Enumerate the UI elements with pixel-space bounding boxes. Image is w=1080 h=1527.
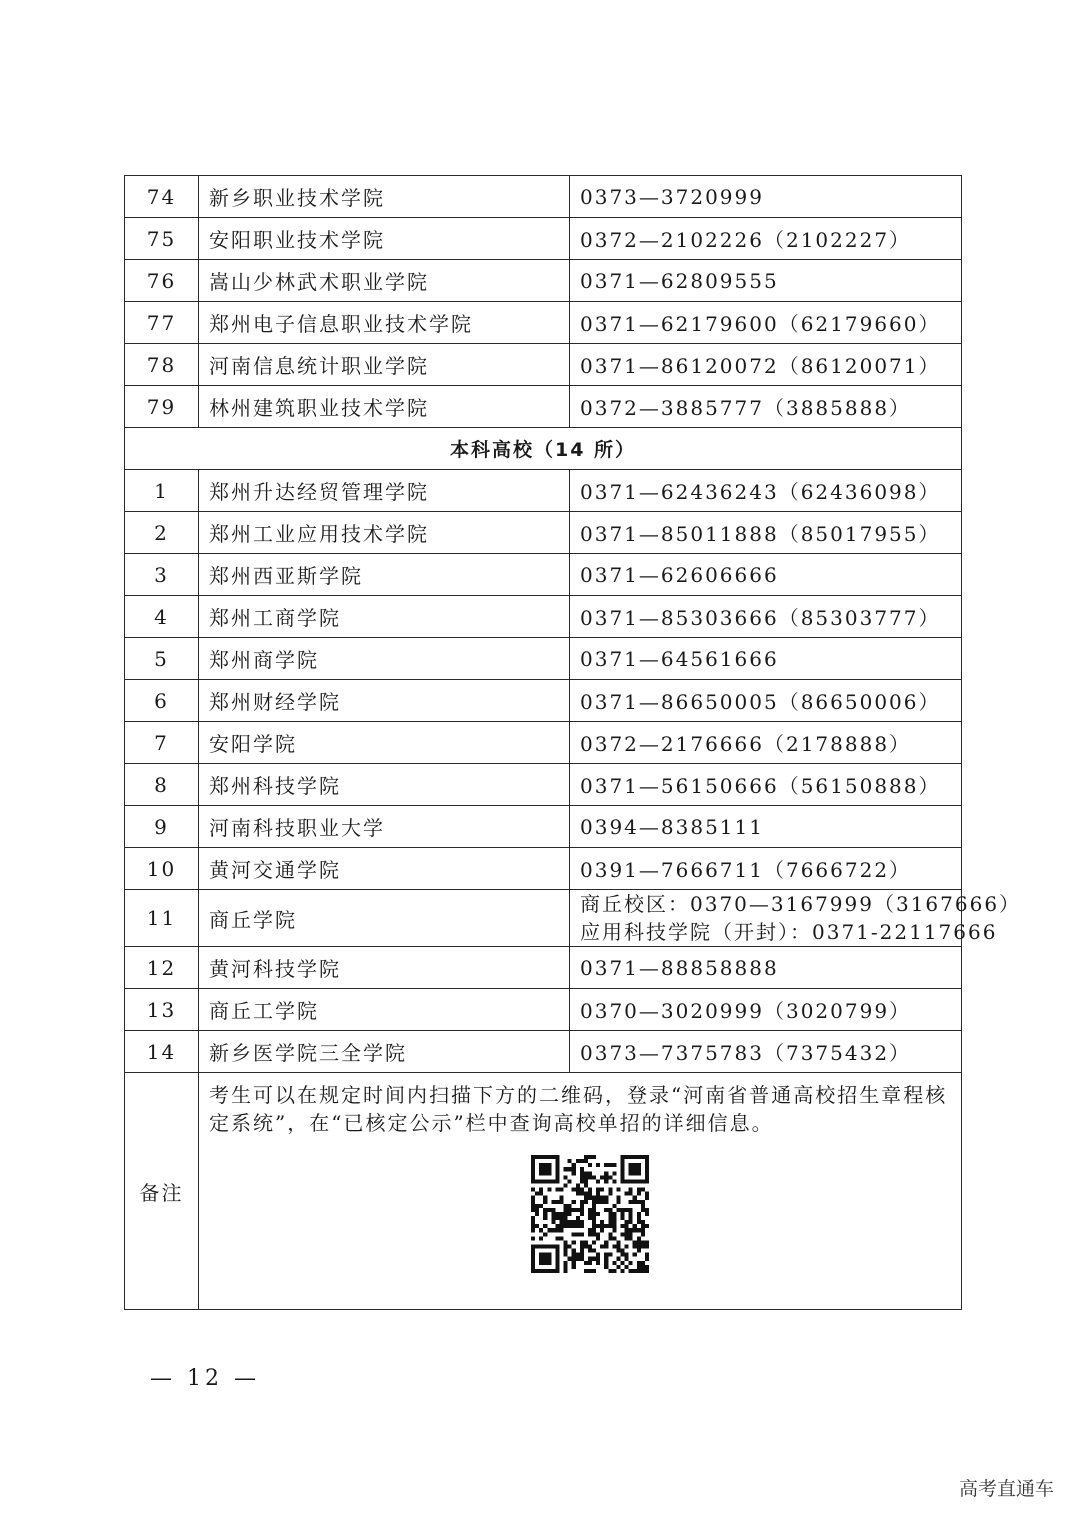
school-name: 河南信息统计职业学院 bbox=[199, 344, 570, 386]
row-number: 12 bbox=[125, 947, 199, 989]
phone-number: 0371—85303666（85303777） bbox=[570, 596, 962, 638]
school-name: 新乡职业技术学院 bbox=[199, 176, 570, 218]
phone-number: 0373—3720999 bbox=[570, 176, 962, 218]
table-row bbox=[125, 947, 962, 989]
watermark: 高考直通车 bbox=[958, 1478, 1054, 1500]
school-name: 郑州科技学院 bbox=[199, 764, 570, 806]
phone-line: 应用科技学院（开封）：0371-22117666 bbox=[580, 920, 998, 944]
school-name: 安阳学院 bbox=[199, 722, 570, 764]
school-name: 郑州工业应用技术学院 bbox=[199, 512, 570, 554]
page-number: — 12 — bbox=[150, 1366, 260, 1391]
remark-row bbox=[125, 1073, 962, 1310]
row-number: 8 bbox=[125, 764, 199, 806]
school-name: 河南科技职业大学 bbox=[199, 806, 570, 848]
table-row bbox=[125, 512, 962, 554]
phone-number: 0371—62809555 bbox=[570, 260, 962, 302]
table-row bbox=[125, 176, 962, 218]
phone-number: 0371—56150666（56150888） bbox=[570, 764, 962, 806]
phone-number: 0371—62606666 bbox=[570, 554, 962, 596]
school-name: 黄河科技学院 bbox=[199, 947, 570, 989]
phone-number: 0372—3885777（3885888） bbox=[570, 386, 962, 428]
row-number: 79 bbox=[125, 386, 199, 428]
table-row bbox=[125, 722, 962, 764]
table-row bbox=[125, 806, 962, 848]
table-row bbox=[125, 554, 962, 596]
school-name: 郑州财经学院 bbox=[199, 680, 570, 722]
table-row bbox=[125, 260, 962, 302]
school-name: 郑州电子信息职业技术学院 bbox=[199, 302, 570, 344]
table-row bbox=[125, 470, 962, 512]
table-row bbox=[125, 596, 962, 638]
school-name: 商丘学院 bbox=[199, 890, 570, 947]
row-number: 77 bbox=[125, 302, 199, 344]
school-name: 商丘工学院 bbox=[199, 989, 570, 1031]
table-row bbox=[125, 680, 962, 722]
school-name: 嵩山少林武术职业学院 bbox=[199, 260, 570, 302]
phone-number: 0371—88858888 bbox=[570, 947, 962, 989]
phone-number: 0371—85011888（85017955） bbox=[570, 512, 962, 554]
table-row bbox=[125, 344, 962, 386]
table-row bbox=[125, 638, 962, 680]
table-row bbox=[125, 989, 962, 1031]
row-number: 78 bbox=[125, 344, 199, 386]
row-number: 10 bbox=[125, 848, 199, 890]
table-row bbox=[125, 386, 962, 428]
table-row bbox=[125, 848, 962, 890]
row-number: 2 bbox=[125, 512, 199, 554]
phone-number: 0373—7375783（7375432） bbox=[570, 1031, 962, 1073]
row-number: 3 bbox=[125, 554, 199, 596]
table-row bbox=[125, 764, 962, 806]
phone-number: 0371—86120072（86120071） bbox=[570, 344, 962, 386]
row-number: 75 bbox=[125, 218, 199, 260]
row-number: 13 bbox=[125, 989, 199, 1031]
school-name: 安阳职业技术学院 bbox=[199, 218, 570, 260]
row-number: 9 bbox=[125, 806, 199, 848]
table-row bbox=[125, 890, 962, 947]
school-name: 黄河交通学院 bbox=[199, 848, 570, 890]
phone-number: 0371—62179600（62179660） bbox=[570, 302, 962, 344]
school-name: 林州建筑职业技术学院 bbox=[199, 386, 570, 428]
section-header-row bbox=[125, 428, 962, 470]
phone-number: 0372—2102226（2102227） bbox=[570, 218, 962, 260]
school-name: 郑州商学院 bbox=[199, 638, 570, 680]
remark-text: 考生可以在规定时间内扫描下方的二维码，登录“河南省普通高校招生章程核定系统”，在“已核定公示”栏中查询高校单招的详细信息。 bbox=[209, 1083, 948, 1135]
phone-number: 0394—8385111 bbox=[570, 806, 962, 848]
row-number: 76 bbox=[125, 260, 199, 302]
school-name: 郑州工商学院 bbox=[199, 596, 570, 638]
row-number: 7 bbox=[125, 722, 199, 764]
row-number: 5 bbox=[125, 638, 199, 680]
school-name: 郑州升达经贸管理学院 bbox=[199, 470, 570, 512]
school-name: 新乡医学院三全学院 bbox=[199, 1031, 570, 1073]
remark-content bbox=[199, 1073, 962, 1310]
row-number: 1 bbox=[125, 470, 199, 512]
phone-number: 0370—3020999（3020799） bbox=[570, 989, 962, 1031]
remark-label: 备注 bbox=[125, 1073, 199, 1310]
phone-number: 0371—86650005（86650006） bbox=[570, 680, 962, 722]
phone-line: 商丘校区：0370—3167999（3167666） bbox=[580, 892, 1022, 916]
qr-code-icon[interactable] bbox=[530, 1155, 650, 1273]
table-row bbox=[125, 1031, 962, 1073]
row-number: 4 bbox=[125, 596, 199, 638]
table-row bbox=[125, 302, 962, 344]
phone-number: 0371—62436243（62436098） bbox=[570, 470, 962, 512]
phone-number-multi bbox=[570, 890, 1022, 947]
school-name: 郑州西亚斯学院 bbox=[199, 554, 570, 596]
row-number: 14 bbox=[125, 1031, 199, 1073]
row-number: 11 bbox=[125, 890, 199, 947]
row-number: 74 bbox=[125, 176, 199, 218]
school-contact-table bbox=[124, 175, 1022, 1310]
row-number: 6 bbox=[125, 680, 199, 722]
table-row bbox=[125, 218, 962, 260]
phone-number: 0391—7666711（7666722） bbox=[570, 848, 962, 890]
phone-number: 0372—2176666（2178888） bbox=[570, 722, 962, 764]
section-header: 本科高校（14 所） bbox=[125, 428, 962, 470]
phone-number: 0371—64561666 bbox=[570, 638, 962, 680]
